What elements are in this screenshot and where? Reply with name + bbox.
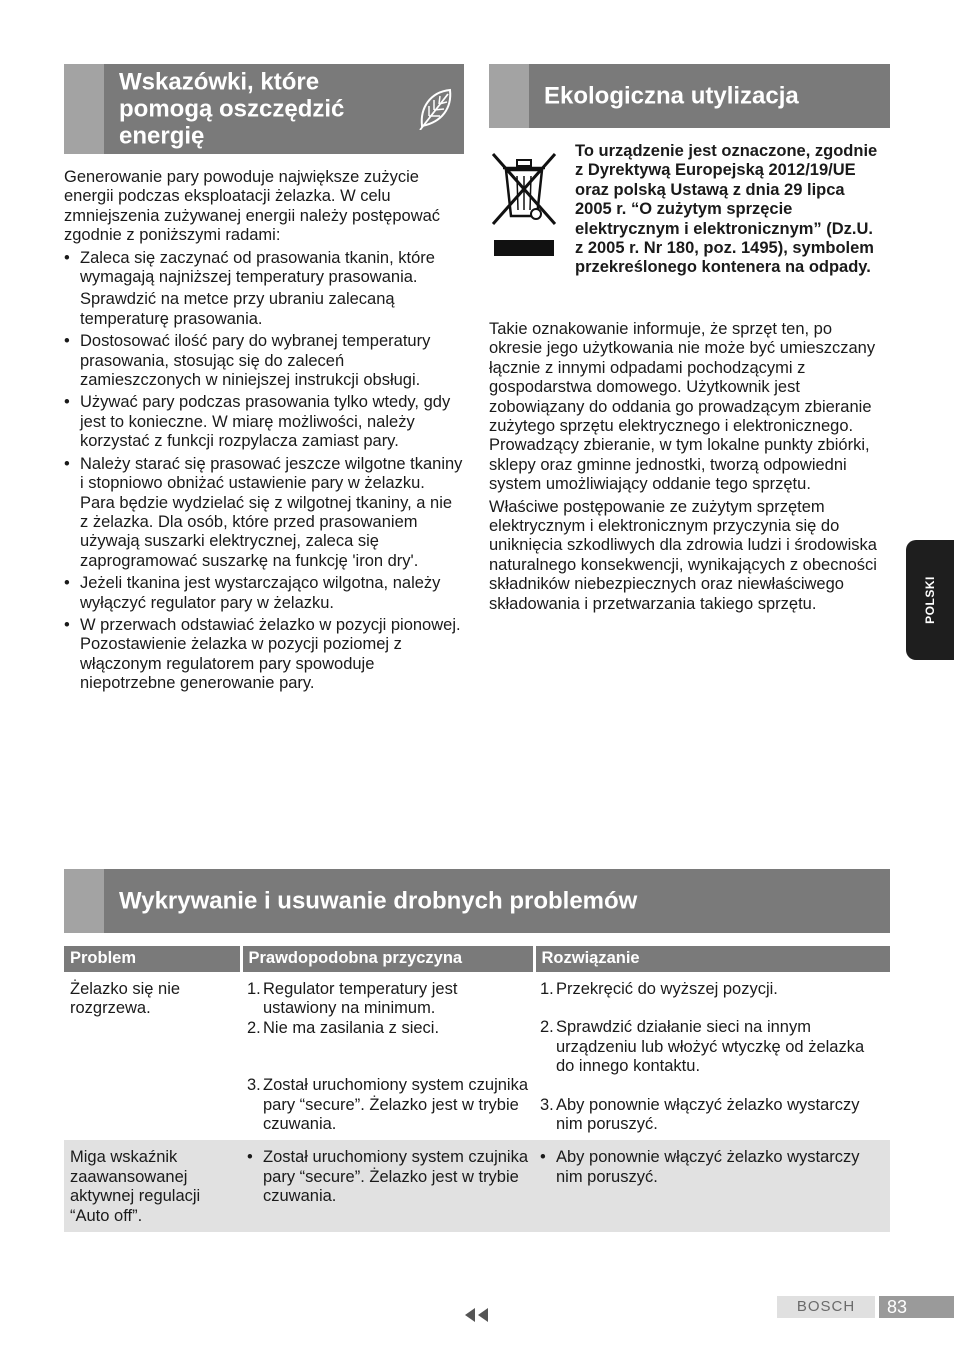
spacer [540, 999, 884, 1018]
bullet: • [64, 574, 70, 593]
header-accent [64, 869, 104, 933]
item-number: 3. [247, 1076, 261, 1095]
list-item [540, 980, 884, 999]
bullet: • [64, 248, 70, 267]
eco-paragraph: Właściwe postępowanie ze zużytym sprzętem elektrycznym i elektronicznym przyczynia się do uniknięcia szkodliwych dla zdrowia ludzi i środowiska naturalnego konsekwencji, wynikających z obecności składników niebezpiecznych oraz niewłaściwego składowania i przetwarzania takiego sprzętu. [489, 497, 877, 613]
leaf-icon [416, 86, 456, 130]
troubleshooting-table [64, 946, 890, 1232]
item-number: 1. [247, 980, 261, 998]
solution-text: Sprawdzić działanie sieci na innym urządzeniu lub włożyć wtyczkę od żelazka do innego kontaktu. [556, 1018, 865, 1076]
energy-section-title: Wskazówki, które pomogą oszczędzić energię [119, 68, 345, 150]
item-number: 3. [540, 1095, 554, 1114]
spacer [247, 1057, 528, 1076]
energy-intro: Generowanie pary powoduje największe zużycie energii podczas eksploatacji żelazka. W celu zmniejszenia zużywanej energii należy postępować zgodnie z poniższymi radami: [64, 168, 441, 245]
list-item [64, 249, 464, 288]
bullet: • [540, 1148, 546, 1167]
energy-tips-list [64, 249, 464, 288]
list-item [64, 393, 464, 451]
list-item [64, 616, 464, 694]
problem-text: Żelazko się nie rozgrzewa. [70, 980, 181, 1018]
eco-paragraph: Takie oznakowanie informuje, że sprzęt ten, po okresie jego użytkowania nie może być umieszczany łącznie z innymi odpadami pochodzącymi z gospodarstwa domowego. Użytkownik jest zobowiązany do oddania go prowadzącym zbieranie zużytego sprzętu elektrycznego i elektronicznego. Prowadzący zbieranie, w tym lokalne punkty zbiórki, sklepy oraz gminne jednostki, tworzą odpowiedni system umożliwiający oddanie tego sprzętu. [489, 320, 876, 494]
energy-section-body [64, 168, 464, 697]
trouble-section-title: Wykrywanie i usuwanie drobnych problemów [119, 887, 638, 915]
bullet: • [247, 1148, 253, 1167]
cause-text: Nie ma zasilania z sieci. [263, 1018, 440, 1037]
list-item [540, 1096, 884, 1135]
table-header-row [64, 946, 890, 972]
list-item [247, 1148, 528, 1206]
list-item [64, 455, 464, 571]
language-tab-label: POLSKI [923, 576, 937, 624]
eco-section-body [489, 320, 889, 617]
problem-cell [64, 1140, 241, 1232]
column-header-cause: Prawdopodobna przyczyna [241, 946, 534, 972]
cause-cell [241, 972, 534, 1140]
tip-text: Jeżeli tkanina jest wystarczająco wilgotna, należy wyłączyć regulator pary w żelazku. [80, 574, 441, 612]
cause-text: Został uruchomiony system czujnika pary “secure”. Żelazko jest w trybie czuwania. [263, 1076, 529, 1134]
table-row [64, 1140, 890, 1232]
trouble-section-header [64, 869, 890, 933]
column-header-solution: Rozwiązanie [534, 946, 890, 972]
tip-text: Należy starać się prasować jeszcze wilgotne tkaniny i stopniowo obniżać ustawienie pary w żelazku. Para będzie wydzielać się z wilgotnej tkaniny, a nie z żelazka. Dla osób, które przed prasowaniem używają suszarki elektrycznej, zaleca się zaprogramować suszarkę na funkcję 'iron dry'. [80, 454, 463, 570]
cause-cell [241, 1140, 534, 1232]
solution-text: Aby ponownie włączyć żelazko wystarczy nim poruszyć. [556, 1095, 860, 1134]
list-item [247, 980, 528, 1019]
eco-notice: To urządzenie jest oznaczone, zgodnie z Dyrektywą Europejską 2012/19/UE oraz polską Ustawą z dnia 29 lipca 2005 r. “O zużytym sprzęcie elektrycznym i elektronicznym” (Dz.U. z 2005 r. Nr 180, poz. 1495), symbolem przekreślonego kontenera na odpady. [575, 142, 878, 277]
bullet: • [64, 332, 70, 351]
spacer [247, 1038, 528, 1057]
cause-text: Został uruchomiony system czujnika pary “secure”. Żelazko jest w trybie czuwania. [263, 1148, 529, 1206]
list-item [540, 1018, 884, 1076]
item-number: 2. [540, 1018, 554, 1037]
solution-text: Aby ponownie włączyć żelazko wystarczy nim poruszyć. [556, 1148, 860, 1186]
item-number: 2. [247, 1018, 261, 1037]
energy-tips-list-cont [64, 332, 464, 693]
tip-text: Używać pary podczas prasowania tylko wtedy, gdy jest to konieczne. W miarę możliwości, należy korzystać z funkcji rozpylacza zamiast pary. [80, 393, 451, 451]
crossed-bin-icon [489, 146, 559, 258]
tip-text: W przerwach odstawiać żelazko w pozycji pionowej. Pozostawienie żelazka w pozycji poziomej z włączonym regulatorem pary spowoduje niepotrzebne generowanie pary. [80, 615, 461, 693]
bullet: • [64, 615, 70, 634]
column-header-problem: Problem [64, 946, 241, 972]
page-number: 83 [879, 1296, 954, 1318]
tip-note: Sprawdzić na metce przy ubraniu zalecaną temperaturę prasowania. [80, 290, 395, 328]
eco-section-title: Ekologiczna utylizacja [544, 82, 799, 110]
tip-text: Zaleca się zaczynać od prasowania tkanin, które wymagają najniższej temperatury prasowania. [80, 248, 435, 287]
list-item [540, 1148, 884, 1187]
solution-cell [534, 1140, 890, 1232]
bullet: • [64, 393, 70, 412]
eco-section-header [489, 64, 890, 128]
cause-text: Regulator temperatury jest ustawiony na minimum. [263, 980, 458, 1018]
tip-text: Dostosować ilość pary do wybranej temperatury prasowania, stosując się do zaleceń zamieszczonych w niniejszej instrukcji obsługi. [80, 332, 431, 390]
item-number: 1. [540, 980, 554, 998]
problem-text: Miga wskaźnik zaawansowanej aktywnej regulacji “Auto off”. [70, 1148, 201, 1225]
brand-label: BOSCH [777, 1296, 875, 1318]
list-item [247, 1076, 528, 1134]
list-item [64, 574, 464, 613]
header-accent [489, 64, 529, 128]
double-left-arrow-icon[interactable] [462, 1306, 492, 1324]
header-accent [64, 64, 104, 154]
problem-cell [64, 972, 241, 1140]
energy-section-header [64, 64, 464, 154]
list-item [64, 332, 464, 390]
language-tab [906, 540, 954, 660]
solution-text: Przekręcić do wyższej pozycji. [556, 980, 778, 998]
list-item [247, 1019, 528, 1038]
solution-cell [534, 972, 890, 1140]
table-row [64, 972, 890, 1140]
spacer [540, 1077, 884, 1096]
bullet: • [64, 454, 70, 473]
